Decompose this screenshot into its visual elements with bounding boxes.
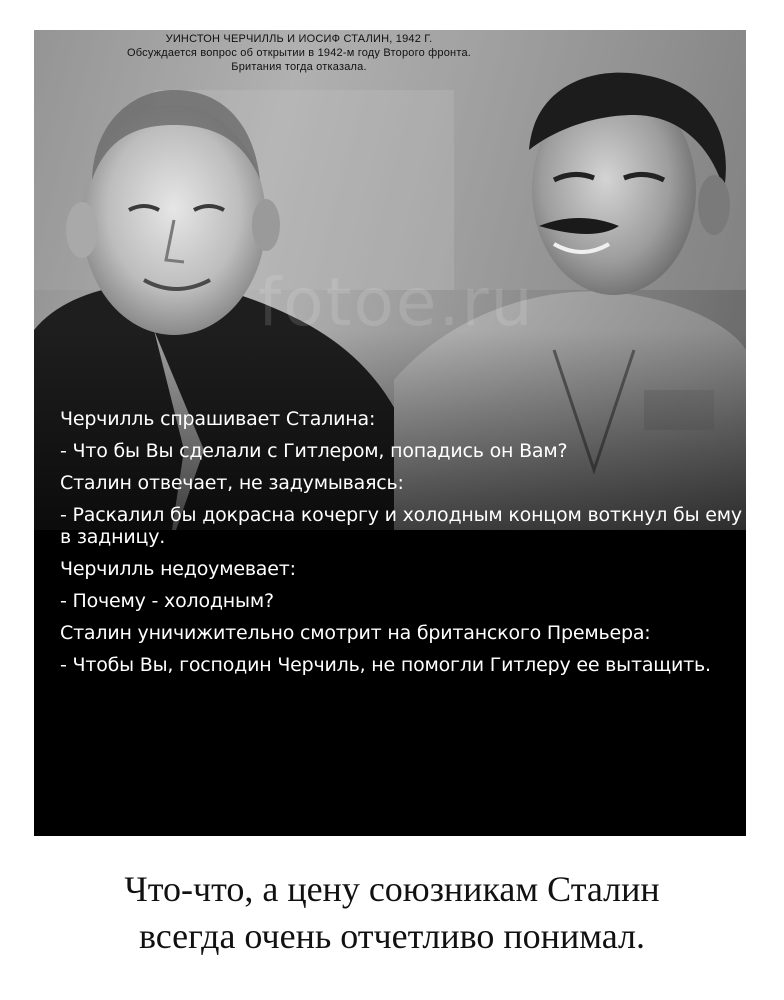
joke-line: - Раскалил бы докрасна кочергу и холодным концом воткнул бы ему в задницу. (60, 504, 742, 548)
caption-title: УИНСТОН ЧЕРЧИЛЛЬ И ИОСИФ СТАЛИН, 1942 Г. (165, 33, 433, 45)
joke-line: Сталин отвечает, не задумываясь: (60, 472, 404, 494)
bottom-caption (0, 866, 784, 960)
joke-line: Черчилль недоумевает: (60, 558, 296, 580)
photo-caption (34, 32, 564, 74)
joke-text (60, 408, 742, 686)
joke-line: - Почему - холодным? (60, 590, 274, 612)
photo-panel (34, 30, 746, 836)
watermark: fotoe.ru (258, 264, 535, 341)
bottom-caption-line: всегда очень отчетливо понимал. (138, 916, 646, 956)
joke-line: Черчилль спрашивает Сталина: (60, 408, 376, 430)
joke-line: Сталин уничижительно смотрит на британского Премьера: (60, 622, 651, 644)
bottom-caption-line: Что-что, а цену союзникам Сталин (124, 869, 660, 909)
caption-note: Британия тогда отказала. (231, 61, 367, 73)
caption-subtitle: Обсуждается вопрос об открытии в 1942-м году Второго фронта. (126, 47, 472, 59)
joke-line: - Что бы Вы сделали с Гитлером, попадись он Вам? (60, 440, 568, 462)
joke-line: - Чтобы Вы, господин Черчиль, не помогли Гитлеру ее вытащить. (60, 654, 711, 676)
